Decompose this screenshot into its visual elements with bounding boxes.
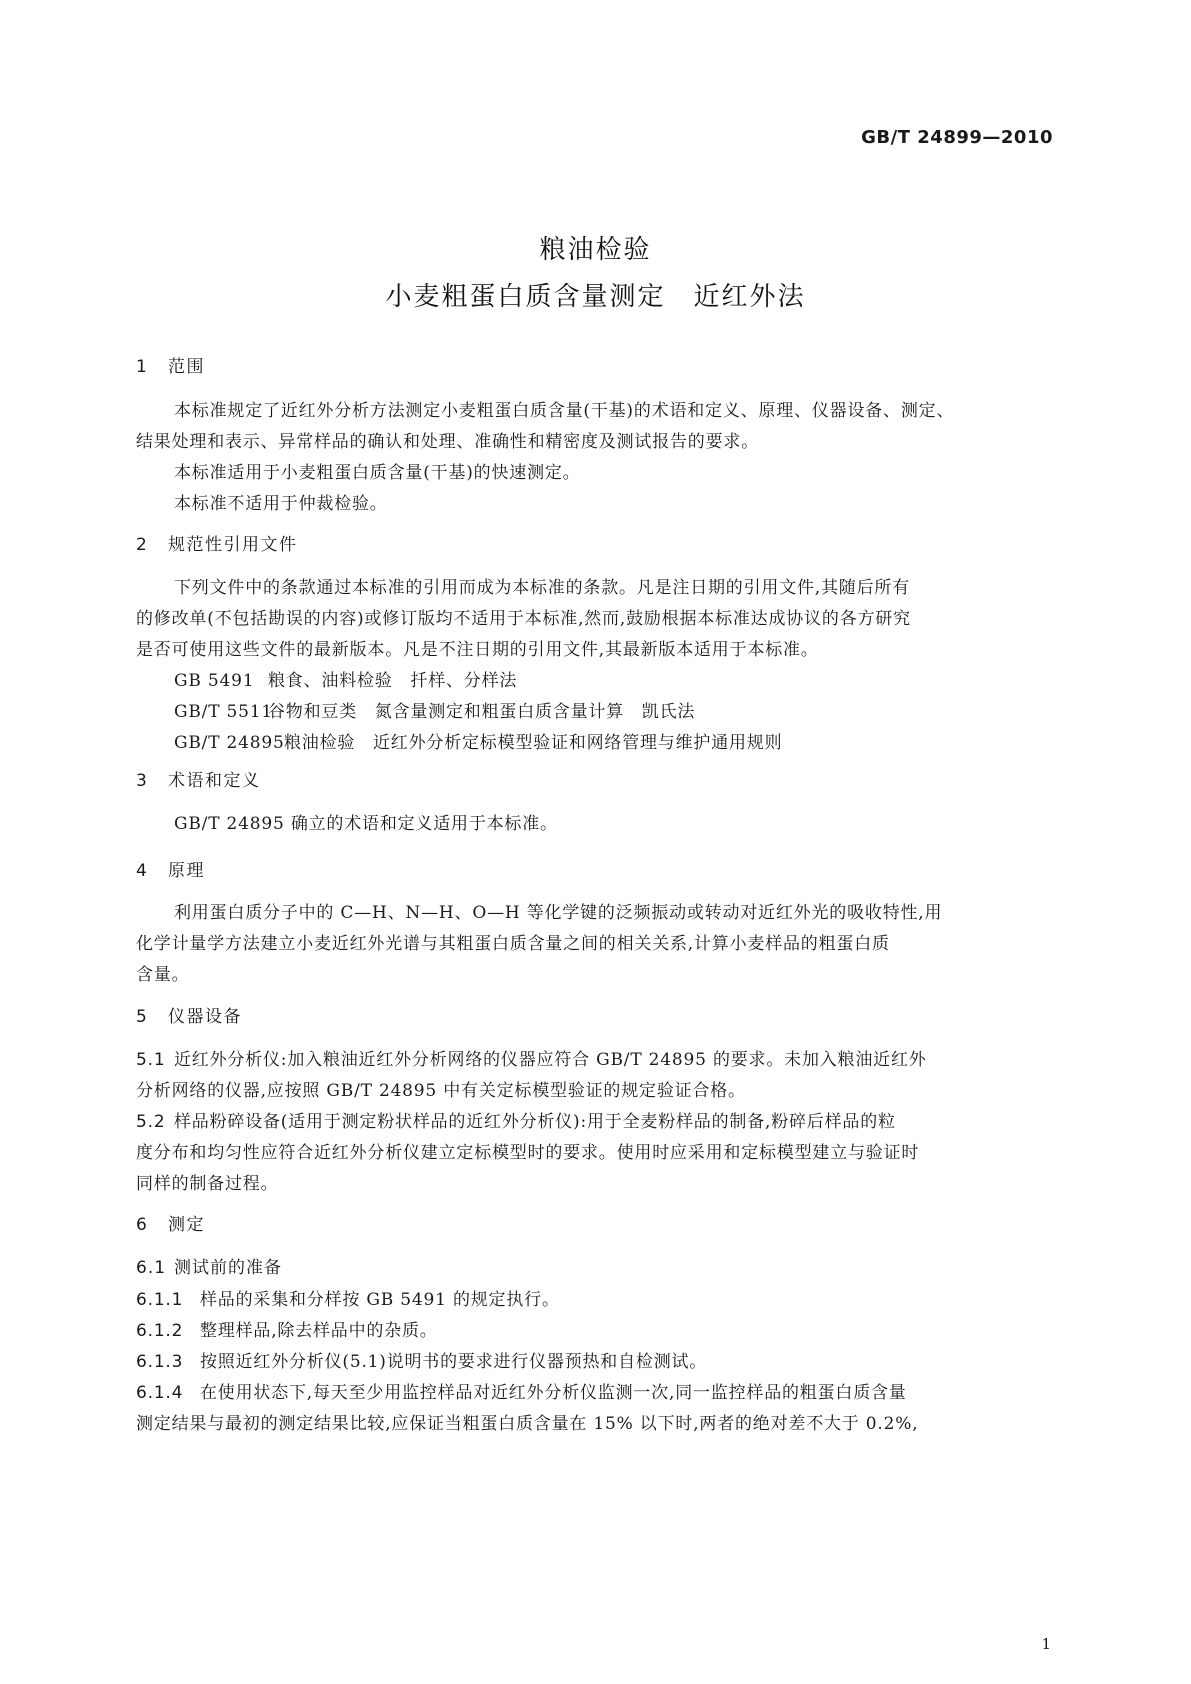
section-number: 1 [136, 357, 149, 377]
clause-text: 在使用状态下,每天至少用监控样品对近红外分析仪监测一次,同一监控样品的粗蛋白质含量 [200, 1383, 907, 1403]
reference-title: 谷物和豆类 氮含量测定和粗蛋白质含量计算 凯氏法 [268, 702, 696, 722]
clause-6-1-3 [136, 1346, 707, 1378]
paragraph-line: 度分布和均匀性应符合近红外分析仪建立定标模型时的要求。使用时应采用和定标模型建立与验证时 [136, 1143, 920, 1163]
section-title: 原理 [168, 861, 205, 881]
reference-code: GB/T 24895 [174, 733, 285, 753]
standard-code: GB/T 24899—2010 [861, 127, 1053, 148]
clause-text: 样品粉碎设备(适用于测定粉状样品的近红外分析仪):用于全麦粉样品的制备,粉碎后样品的粒 [174, 1112, 896, 1132]
clause-text: 按照近红外分析仪(5.1)说明书的要求进行仪器预热和自检测试。 [200, 1352, 708, 1372]
section-title: 测定 [168, 1215, 205, 1235]
paragraph-line: 利用蛋白质分子中的 C—H、N—H、O—H 等化学键的泛频振动或转动对近红外光的吸收特性,用 [174, 903, 943, 923]
section-number: 2 [136, 535, 149, 555]
paragraph-line: 结果处理和表示、异常样品的确认和处理、准确性和精密度及测试报告的要求。 [136, 432, 759, 452]
document-title-line1: 粮油检验 [539, 235, 652, 265]
section-5-heading [136, 1002, 242, 1027]
clause-5-1 [136, 1044, 927, 1076]
clause-number: 6.1.2 [136, 1321, 184, 1341]
paragraph-line: 同样的制备过程。 [136, 1174, 279, 1194]
paragraph-line: 测定结果与最初的测定结果比较,应保证当粗蛋白质含量在 15% 以下时,两者的绝对差不大于 0.2%, [136, 1414, 919, 1434]
paragraph-line: 化学计量学方法建立小麦近红外光谱与其粗蛋白质含量之间的相关关系,计算小麦样品的粗蛋白质 [136, 934, 890, 954]
paragraph-line: 本标准适用于小麦粗蛋白质含量(干基)的快速测定。 [174, 463, 581, 483]
section-2-heading [136, 530, 298, 555]
clause-number: 5.1 [136, 1050, 166, 1070]
paragraph-line: 的修改单(不包括勘误的内容)或修订版均不适用于本标准,然而,鼓励根据本标准达成协议的各方研究 [136, 609, 911, 629]
clause-number: 6.1.3 [136, 1352, 184, 1372]
clause-number: 6.1.1 [136, 1290, 184, 1310]
subsection-6-1-heading [136, 1253, 282, 1278]
reference-code: GB 5491 [174, 671, 255, 691]
clause-6-1-4 [136, 1377, 907, 1409]
clause-6-1-1 [136, 1284, 560, 1316]
section-title: 仪器设备 [168, 1007, 242, 1027]
clause-number: 5.2 [136, 1112, 166, 1132]
reference-title: 粮油检验 近红外分析定标模型验证和网络管理与维护通用规则 [284, 733, 783, 753]
section-1-heading [136, 352, 205, 377]
clause-text: 整理样品,除去样品中的杂质。 [200, 1321, 438, 1341]
section-title: 术语和定义 [168, 771, 261, 791]
normative-reference [174, 696, 695, 728]
section-number: 6 [136, 1215, 149, 1235]
clause-5-2 [136, 1106, 896, 1138]
clause-text: 样品的采集和分样按 GB 5491 的规定执行。 [200, 1290, 560, 1310]
clause-number: 6.1.4 [136, 1383, 184, 1403]
paragraph-line: 下列文件中的条款通过本标准的引用而成为本标准的条款。凡是注日期的引用文件,其随后所有 [174, 578, 911, 598]
paragraph-line: 本标准不适用于仲裁检验。 [174, 494, 388, 514]
normative-reference [174, 665, 517, 697]
section-number: 3 [136, 771, 149, 791]
subsection-title: 测试前的准备 [174, 1258, 282, 1278]
normative-reference [174, 727, 782, 759]
reference-code: GB/T 5511 [174, 702, 274, 722]
reference-title: 粮食、油料检验 扦样、分样法 [268, 671, 518, 691]
subsection-number: 6.1 [136, 1258, 167, 1278]
page-number: 1 [1041, 1635, 1051, 1653]
section-4-heading [136, 856, 205, 881]
section-title: 范围 [168, 357, 205, 377]
paragraph-line: 含量。 [136, 965, 190, 985]
section-6-heading [136, 1210, 205, 1235]
clause-6-1-2 [136, 1315, 438, 1347]
document-title-line2: 小麦粗蛋白质含量测定 近红外法 [385, 282, 806, 312]
paragraph-line: GB/T 24895 确立的术语和定义适用于本标准。 [174, 814, 558, 834]
clause-text: 近红外分析仪:加入粮油近红外分析网络的仪器应符合 GB/T 24895 的要求。未加入粮油近红外 [174, 1050, 927, 1070]
section-number: 4 [136, 861, 149, 881]
section-3-heading [136, 766, 261, 791]
section-number: 5 [136, 1007, 149, 1027]
paragraph-line: 分析网络的仪器,应按照 GB/T 24895 中有关定标模型验证的规定验证合格。 [136, 1081, 746, 1101]
paragraph-line: 本标准规定了近红外分析方法测定小麦粗蛋白质含量(干基)的术语和定义、原理、仪器设备、测定、 [174, 401, 955, 421]
section-title: 规范性引用文件 [168, 535, 298, 555]
paragraph-line: 是否可使用这些文件的最新版本。凡是不注日期的引用文件,其最新版本适用于本标准。 [136, 640, 819, 660]
